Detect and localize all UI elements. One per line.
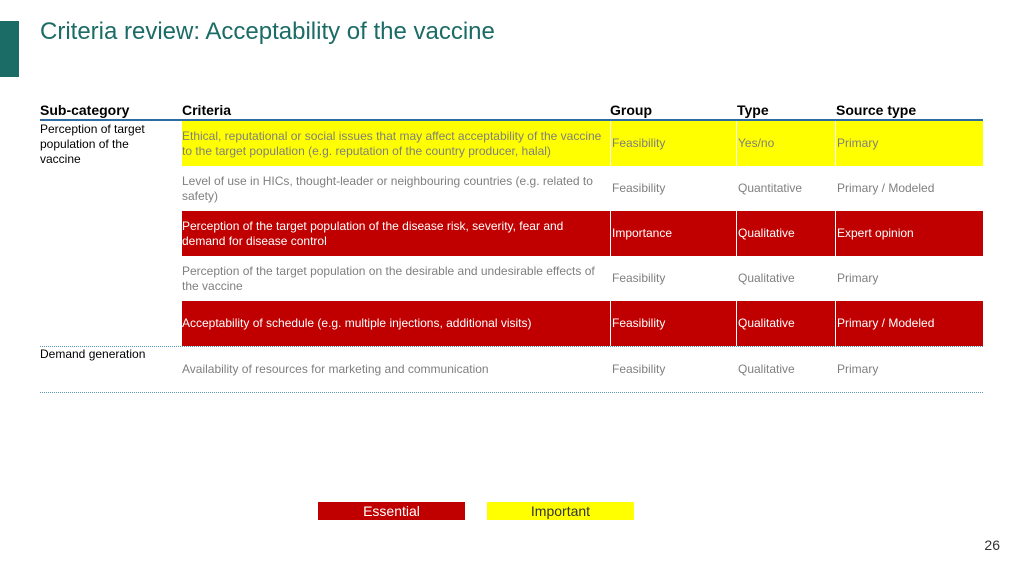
source-type-cell: Primary: [835, 347, 983, 392]
header-subcategory: Sub-category: [40, 102, 130, 118]
type-cell: Yes/no: [736, 121, 835, 166]
header-source-type: Source type: [836, 102, 917, 118]
group-cell: Feasibility: [610, 347, 736, 392]
source-type-cell: Primary: [835, 256, 983, 301]
source-type-cell: Expert opinion: [835, 211, 983, 256]
criteria-cell: Perception of the target population on the desirable and undesirable effects of the vaccine: [182, 263, 595, 293]
table-row: [40, 256, 983, 301]
group-cell: Feasibility: [610, 166, 736, 211]
group-cell: Feasibility: [610, 256, 736, 301]
header-group: Group: [610, 102, 652, 118]
header-criteria: Criteria: [182, 102, 232, 118]
table-row: [40, 121, 983, 166]
source-type-cell: Primary / Modeled: [835, 166, 983, 211]
type-cell: Qualitative: [736, 211, 835, 256]
subcategory-demand-generation: Demand generation: [40, 347, 146, 361]
type-cell: Qualitative: [736, 301, 835, 346]
group-cell: Importance: [610, 211, 736, 256]
source-type-cell: Primary / Modeled: [835, 301, 983, 346]
table-row: [40, 211, 983, 256]
group-cell: Feasibility: [610, 121, 736, 166]
header-type: Type: [737, 102, 769, 118]
group-cell: Feasibility: [610, 301, 736, 346]
legend-important: Important: [487, 502, 634, 520]
title-accent-bar: [0, 21, 19, 77]
table-body: [40, 121, 983, 393]
table-row: [40, 347, 983, 393]
type-cell: Qualitative: [736, 256, 835, 301]
table-row: [40, 301, 983, 347]
criteria-cell: Level of use in HICs, thought-leader or neighbouring countries (e.g. related to safety): [182, 173, 593, 203]
legend-essential: Essential: [318, 502, 465, 520]
table-row: [40, 166, 983, 211]
type-cell: Qualitative: [736, 347, 835, 392]
criteria-cell: Ethical, reputational or social issues that may affect acceptability of the vaccine to the target population (e.g. reputation of the country producer, halal): [182, 121, 610, 166]
criteria-table: [40, 101, 983, 393]
page-number: 26: [984, 537, 1000, 553]
table-header: [40, 101, 983, 121]
source-type-cell: Primary: [835, 121, 983, 166]
criteria-cell: Perception of the target population of the disease risk, severity, fear and demand for disease control: [182, 211, 610, 256]
page-title: Criteria review: Acceptability of the vaccine: [40, 18, 495, 45]
subcategory-perception: Perception of target population of the vaccine: [40, 122, 145, 166]
criteria-cell: Availability of resources for marketing and communication: [182, 362, 489, 376]
type-cell: Quantitative: [736, 166, 835, 211]
criteria-cell: Acceptability of schedule (e.g. multiple injections, additional visits): [182, 301, 610, 346]
